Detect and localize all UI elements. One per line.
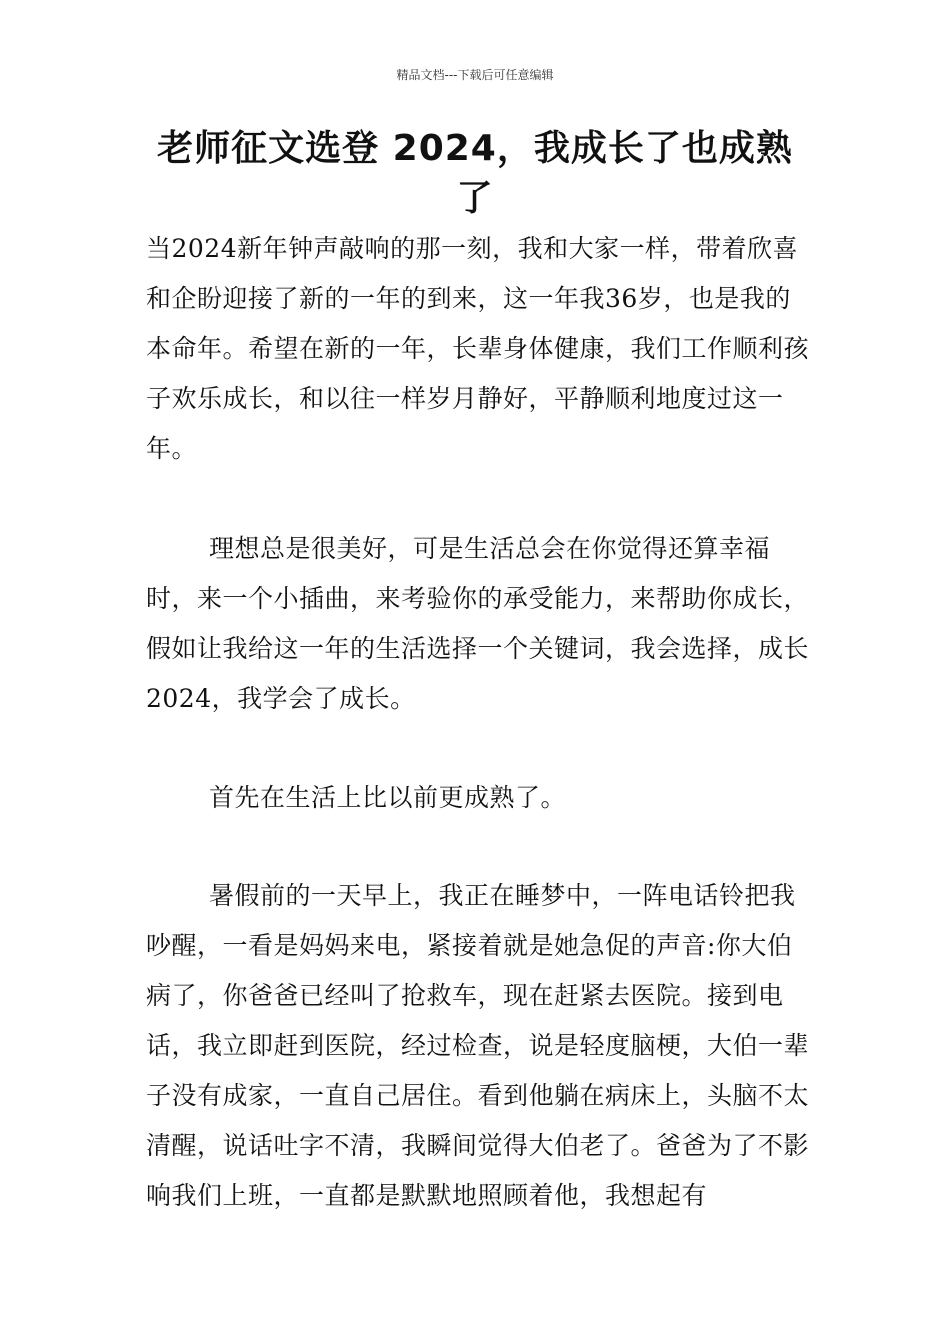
paragraph-3: 首先在生活上比以前更成熟了。	[209, 783, 567, 812]
paragraph-1: 当2024新年钟声敲响的那一刻，我和大家一样，带着欣喜和企盼迎接了新的一年的到来，这一年我36岁，也是我的本命年。希望在新的一年，长辈身体健康，我们工作顺利孩子欢乐成长，和以往一样岁月静好，平静顺利地度过这一年。	[146, 234, 810, 463]
document-title: 老师征文选登 2024，我成长了也成熟了	[157, 128, 793, 219]
paragraph-4: 暑假前的一天早上，我正在睡梦中，一阵电话铃把我吵醒，一看是妈妈来电，紧接着就是她急促的声音:你大伯病了，你爸爸已经叫了抢救车，现在赶紧去医院。接到电话，我立即赶到医院，经过检查，说是轻度脑梗，大伯一辈子没有成家，一直自己居住。看到他躺在病床上，头脑不太清醒，说话吐字不清，我瞬间觉得大伯老了。爸爸为了不影响我们上班，一直都是默默地照顾着他，我想起有	[146, 881, 810, 1210]
page-header: 精品文档---下载后可任意编辑	[396, 68, 554, 82]
paragraph-2: 理想总是很美好，可是生活总会在你觉得还算幸福时，来一个小插曲，来考验你的承受能力，来帮助你成长，假如让我给这一年的生活选择一个关键词，我会选择，成长2024，我学会了成长。	[146, 534, 810, 713]
